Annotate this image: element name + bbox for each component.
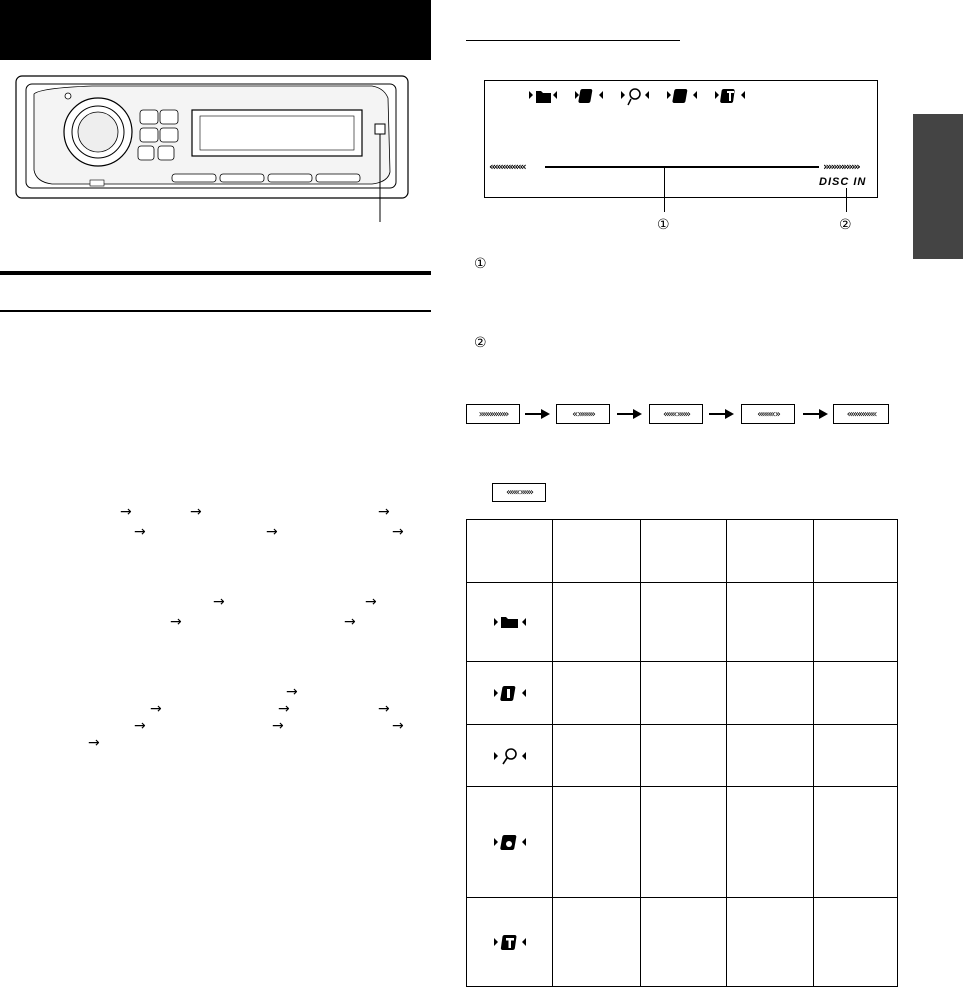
arrow-glyph: →: [278, 701, 290, 717]
callout-line-1: [664, 166, 665, 212]
indicator-step-1: »»»»»»»: [466, 404, 520, 424]
folder-icon: [490, 614, 530, 630]
artist-icon: [490, 747, 530, 765]
indicator-step-4: «««« »: [741, 404, 795, 424]
head-unit-illustration: [12, 72, 412, 222]
arrow-glyph: →: [120, 504, 132, 520]
arrow-glyph: →: [190, 504, 202, 520]
right-heading-underline: [466, 40, 680, 41]
mode-table: [466, 519, 898, 987]
arrow-glyph: →: [272, 718, 284, 734]
section-side-tab: [913, 114, 963, 259]
arrow-glyph: →: [150, 701, 162, 717]
callout-number-1: ①: [657, 217, 670, 233]
arrow-glyph: →: [213, 594, 225, 610]
indicator-example: ««« »»»: [492, 483, 546, 502]
lcd-mode-icons: [485, 81, 879, 121]
callout-label-2: ②: [474, 335, 487, 351]
table-row: [467, 662, 898, 725]
arrow-glyph: →: [88, 735, 100, 751]
lcd-left-chevrons: «««««««: [489, 160, 525, 173]
callout-label-1: ①: [474, 256, 487, 272]
indicator-step-5: «««««««: [833, 404, 889, 424]
sequence-arrow: [803, 406, 829, 422]
sequence-arrow: [617, 406, 643, 422]
table-row: [467, 583, 898, 662]
music-note-icon: [490, 684, 530, 702]
section-header-bar: [0, 0, 431, 60]
section-rule-thick: [0, 271, 431, 275]
album-icon: [490, 833, 530, 851]
arrow-glyph: →: [170, 614, 182, 630]
callout-line-2: [846, 188, 847, 212]
arrow-glyph: →: [378, 504, 390, 520]
callout-number-2: ②: [839, 217, 852, 233]
arrow-glyph: →: [392, 524, 404, 540]
table-row: [467, 787, 898, 898]
lcd-right-chevrons: »»»»»»»: [823, 160, 859, 173]
text-icon: [490, 933, 530, 951]
arrow-glyph: →: [134, 524, 146, 540]
table-row: [467, 898, 898, 987]
arrow-glyph: →: [365, 594, 377, 610]
sequence-arrow: [709, 406, 735, 422]
sequence-arrow: [525, 406, 551, 422]
arrow-glyph: →: [134, 718, 146, 734]
table-header-row: [467, 520, 898, 583]
arrow-glyph: →: [344, 614, 356, 630]
lcd-display: [484, 80, 878, 198]
indicator-step-3: ««« »»»: [649, 404, 703, 424]
arrow-glyph: →: [392, 718, 404, 734]
table-row: [467, 725, 898, 787]
lcd-progress-line: [545, 166, 819, 168]
lcd-disc-in: DISC IN: [819, 176, 867, 188]
section-rule-thin: [0, 310, 431, 312]
indicator-step-2: « »»»»: [556, 404, 610, 424]
arrow-glyph: →: [378, 701, 390, 717]
arrow-glyph: →: [286, 684, 298, 700]
arrow-glyph: →: [266, 524, 278, 540]
